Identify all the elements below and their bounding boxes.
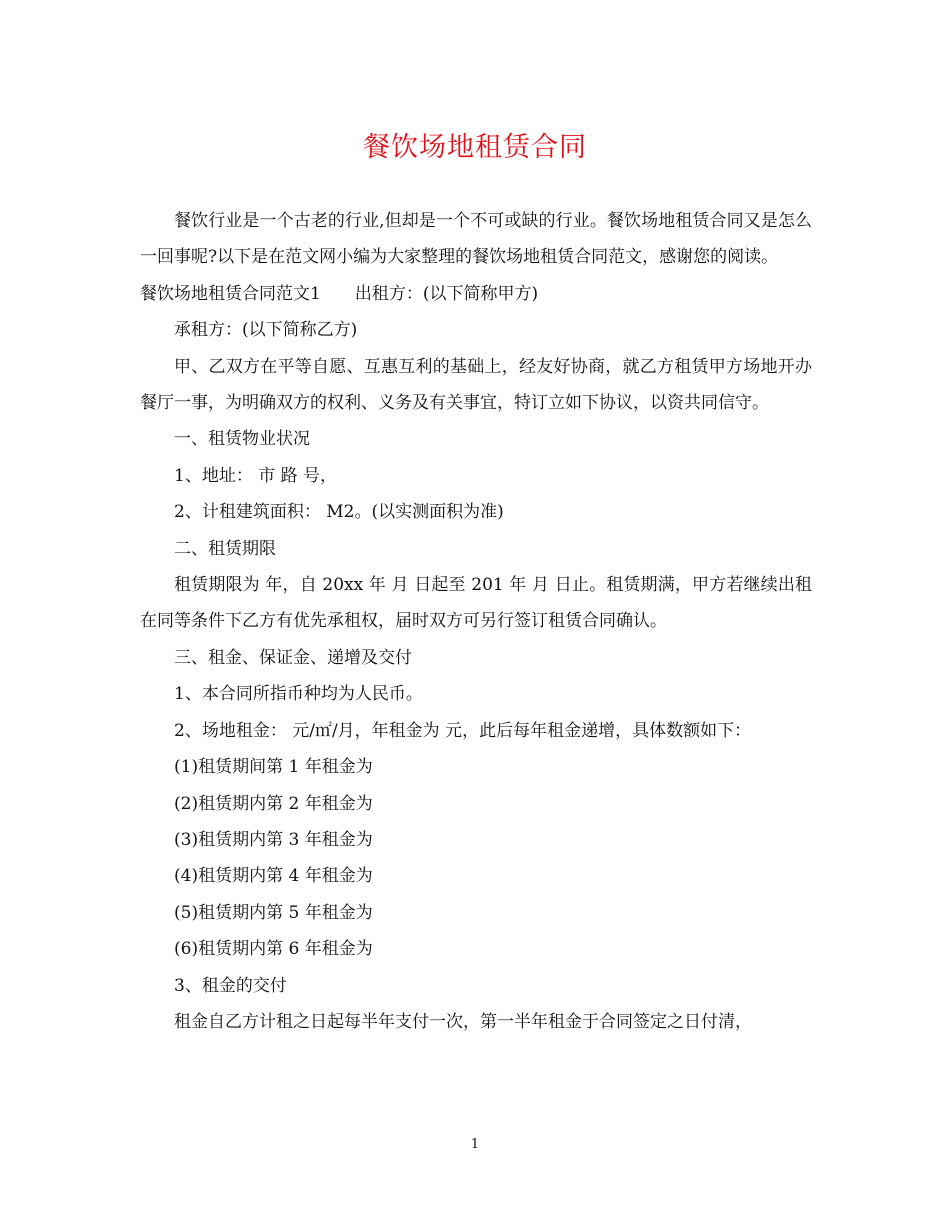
document-body (140, 203, 812, 1040)
section-heading-rent: 三、租金、保证金、递增及交付 (174, 647, 412, 668)
list-item-year-1: (1)租赁期间第 1 年租金为 (174, 757, 373, 778)
page-number: 1 (470, 1137, 480, 1152)
section-heading-property: 一、租赁物业状况 (174, 429, 310, 450)
section-heading-term: 二、租赁期限 (174, 538, 276, 559)
list-item-year-6: (6)租赁期内第 6 年租金为 (174, 939, 373, 960)
paragraph-intro: 餐饮行业是一个古老的行业,但却是一个不可或缺的行业。餐饮场地租赁合同又是怎么一回事呢?以下是在范文网小编为大家整理的餐饮场地租赁合同范文，感谢您的阅读。 (140, 211, 812, 268)
clause-area: 2、计租建筑面积： M2。(以实测面积为准) (174, 502, 504, 523)
clause-payment-heading: 3、租金的交付 (174, 975, 287, 996)
paragraph-lessor: 餐饮场地租赁合同范文1 出租方：(以下简称甲方) (140, 283, 539, 304)
clause-address: 1、地址： 市 路 号， (174, 465, 338, 486)
paragraph-agreement: 甲、乙双方在平等自愿、互惠互利的基础上，经友好协商，就乙方租赁甲方场地开办餐厅一事，为明确双方的权利、义务及有关事宜，特订立如下协议，以资共同信守。 (140, 356, 812, 414)
list-item-year-2: (2)租赁期内第 2 年租金为 (174, 793, 373, 814)
list-item-year-4: (4)租赁期内第 4 年租金为 (174, 866, 373, 887)
clause-currency: 1、本合同所指币种均为人民币。 (174, 684, 423, 705)
list-item-year-3: (3)租赁期内第 3 年租金为 (174, 829, 373, 850)
clause-payment: 租金自乙方计租之日起每半年支付一次，第一半年租金于合同签定之日付清， (174, 1011, 752, 1032)
list-item-year-5: (5)租赁期内第 5 年租金为 (174, 902, 373, 923)
document-title: 餐饮场地租赁合同 (363, 132, 587, 163)
paragraph-lessee: 承租方：(以下简称乙方) (174, 320, 358, 341)
clause-term: 租赁期限为 年，自 20xx 年 月 日起至 201 年 月 日止。租赁期满，甲方若继续出租在同等条件下乙方有优先承租权，届时双方可另行签订租赁合同确认。 (140, 575, 812, 632)
clause-rent: 2、场地租金： 元/㎡/月，年租金为 元，此后每年租金递增，具体数额如下： (174, 720, 752, 741)
